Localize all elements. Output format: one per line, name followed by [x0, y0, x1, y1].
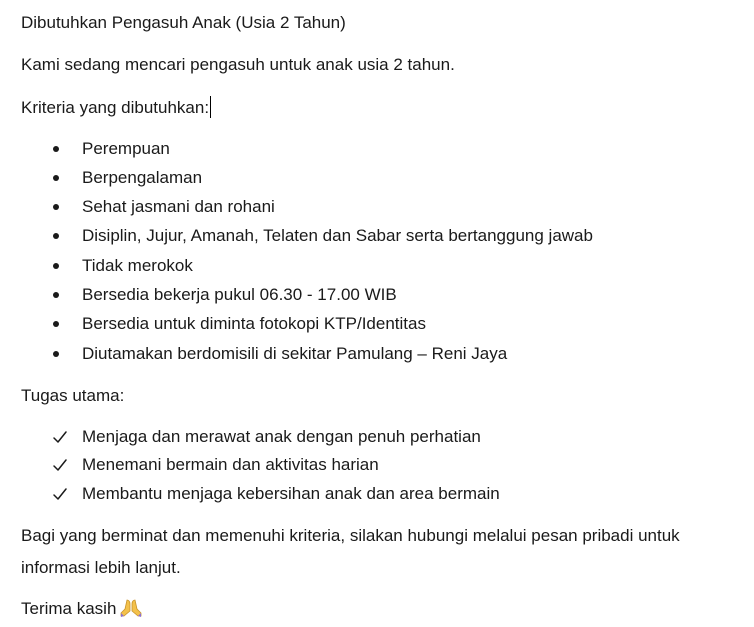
intro-paragraph: Kami sedang mencari pengasuh untuk anak usia 2 tahun.: [21, 55, 455, 74]
bullet-icon: [53, 351, 59, 357]
checkmark-icon: [52, 486, 68, 502]
list-item-text: Menjaga dan merawat anak dengan penuh perhatian: [82, 427, 481, 446]
bullet-icon: [53, 263, 59, 269]
criteria-heading-text: Kriteria yang dibutuhkan:: [21, 98, 210, 117]
list-item-text: Perempuan: [82, 139, 170, 158]
folded-hands-icon: [120, 598, 142, 618]
bullet-icon: [53, 292, 59, 298]
list-item-text: Berpengalaman: [82, 168, 203, 187]
list-item-text: Bersedia untuk diminta fotokopi KTP/Identitas: [82, 314, 426, 333]
bullet-icon: [53, 233, 59, 239]
list-item-text: Membantu menjaga kebersihan anak dan area bermain: [82, 484, 500, 503]
bullet-icon: [53, 146, 59, 152]
bullet-icon: [53, 175, 59, 181]
list-item-text: Disiplin, Jujur, Amanah, Telaten dan Sabar serta bertanggung jawab: [82, 226, 593, 245]
list-item-text: Bersedia bekerja pukul 06.30 - 17.00 WIB: [82, 285, 397, 304]
text-cursor: [210, 96, 211, 118]
thanks-text: Terima kasih: [21, 599, 117, 618]
bullet-icon: [53, 204, 59, 210]
checkmark-icon: [52, 457, 68, 473]
bullet-icon: [53, 321, 59, 327]
list-item-text: Menemani bermain dan aktivitas harian: [82, 455, 379, 474]
list-item-text: Diutamakan berdomisili di sekitar Pamulang – Reni Jaya: [82, 344, 508, 363]
document-title: Dibutuhkan Pengasuh Anak (Usia 2 Tahun): [21, 13, 346, 32]
criteria-heading: [21, 96, 211, 118]
tasks-heading: Tugas utama:: [21, 386, 125, 405]
list-item-text: Sehat jasmani dan rohani: [82, 197, 275, 216]
closing-paragraph: Bagi yang berminat dan memenuhi kriteria, silakan hubungi melalui pesan pribadi untuk informasi lebih lanjut.: [21, 526, 680, 577]
list-item-text: Tidak merokok: [82, 256, 193, 275]
checkmark-icon: [52, 429, 68, 445]
thanks-line: [21, 598, 142, 619]
